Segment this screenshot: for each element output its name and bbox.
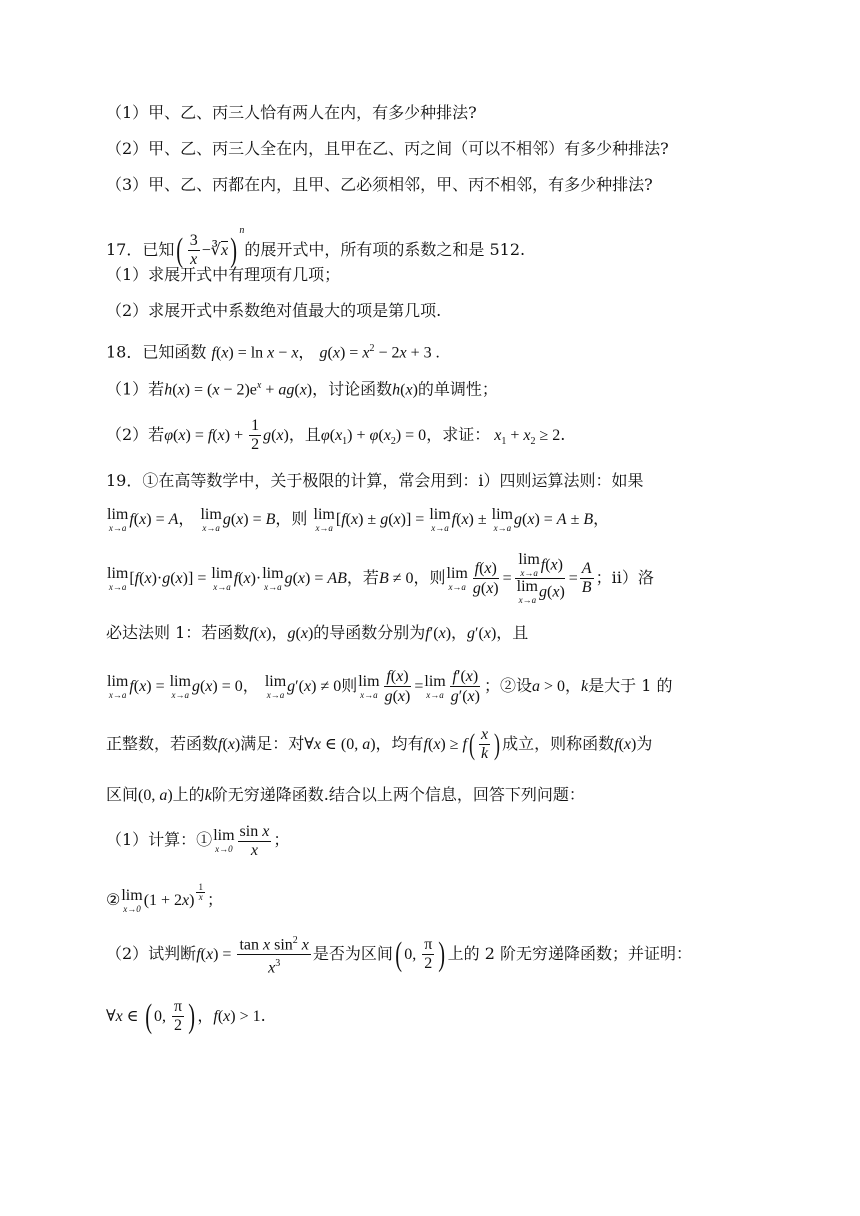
q17-number: 17． <box>106 240 143 259</box>
q19-line3: lim x→a [f(x)·g(x)] = lim x→a f(x)· lim x→a g(x) = AB，若B ≠ 0，则 lim x→a $\frac{f(x)}{g(x)}$ = lim x→a f(x) lim x→a g(x) = $\frac{A}{B}$ ；ii）洛 <box>107 551 654 605</box>
q18-number: 18． <box>106 342 143 362</box>
q19-number: 19． <box>106 471 143 490</box>
q18-stem: 18．已知函数 f(x) = ln x − x， $g(x) = x^2 - 2x + 3$ . <box>106 342 440 362</box>
q19-part2: （2）试判断f(x) = $\frac{\tan x \sin^2 x}{x^3}$ 是否为区间( 0, $\frac{\pi}{2}$ ) 上的 2 阶无穷递降函数；并证明： <box>106 930 692 979</box>
q16-part1: （1）甲、乙、丙三人恰有两人在内，有多少种排法? <box>106 103 477 122</box>
q16-part3: （3）甲、乙、丙都在内，且甲、乙必须相邻，甲、丙不相邻，有多少种排法? <box>106 175 653 194</box>
q19-line7: 区间(0, a)上的k阶无穷递降函数.结合以上两个信息，回答下列问题： <box>106 785 585 804</box>
q19-line5: lim x→a f(x) = lim x→a g(x) = 0， lim x→a g′(x) ≠ 0则 lim x→a $\frac{f(x)}{g(x)}$ = lim x→a $\frac{f'(x)}{g'(x)}$ ；②设a > 0，k是大于 1 的 <box>107 668 673 705</box>
q19-part1: （1）计算：① lim x→0 $\frac{\text{sin x}}{x}$ ； <box>106 822 290 859</box>
q17-part2: （2）求展开式中系数绝对值最大的项是第几项. <box>106 301 442 320</box>
q17-part1: （1）求展开式中有理项有几项； <box>106 265 341 284</box>
q18-part2: （2）若φ(x) = f(x) + $\frac{1}{2}$ g(x)，且$\varphi(x_1) + \varphi(x_2) = 0$，求证： $x_1 + x_2 \ge 2$. <box>106 417 566 453</box>
q18-g-def: g <box>319 344 328 362</box>
q19-conclusion: ∀x ∈ ( 0, $\frac{\pi}{2}$ ) ，f(x) > 1. <box>106 997 266 1035</box>
q18-f-def: f <box>211 344 216 362</box>
q19-line6: 正整数，若函数f(x)满足：对∀x ∈ (0, a)，均有f(x) ≥ f( $\frac{x}{k}$ ) 成立，则称函数f(x)为 <box>106 726 653 762</box>
q19-line4: 必达法则 1：若函数f(x)，g(x)的导函数分别为f′(x)，g′(x)，且 <box>106 623 529 642</box>
q19-line1: 19．①在高等数学中，关于极限的计算，常会用到：i）四则运算法则：如果 <box>106 471 644 490</box>
q18-part1: （1）若$h(x) = (x - 2)e^x + ag(x)$，讨论函数h(x)的单调性； <box>106 379 498 399</box>
q16-part2: （2）甲、乙、丙三人全在内，且甲在乙、丙之间（可以不相邻）有多少种排法? <box>106 139 669 158</box>
q19-line2: lim x→a f(x) = A， lim x→a g(x) = B，则 lim x→a [f(x) ± g(x)] = lim x→a f(x) ± lim x→a g(x) = A ± B， <box>107 505 610 533</box>
q19-part1b: ② lim x→0 (1 + 2x) $^{\frac{1}{x}}$ ； <box>106 882 223 914</box>
q17-stem: 17．已知( $\frac{3}{x}$ −∛x)$^n$的展开式中，所有项的系数之和是 512. <box>106 225 526 269</box>
q17-binomial: ( $\frac{3}{x}$ −∛x)$^n$ <box>176 225 245 269</box>
